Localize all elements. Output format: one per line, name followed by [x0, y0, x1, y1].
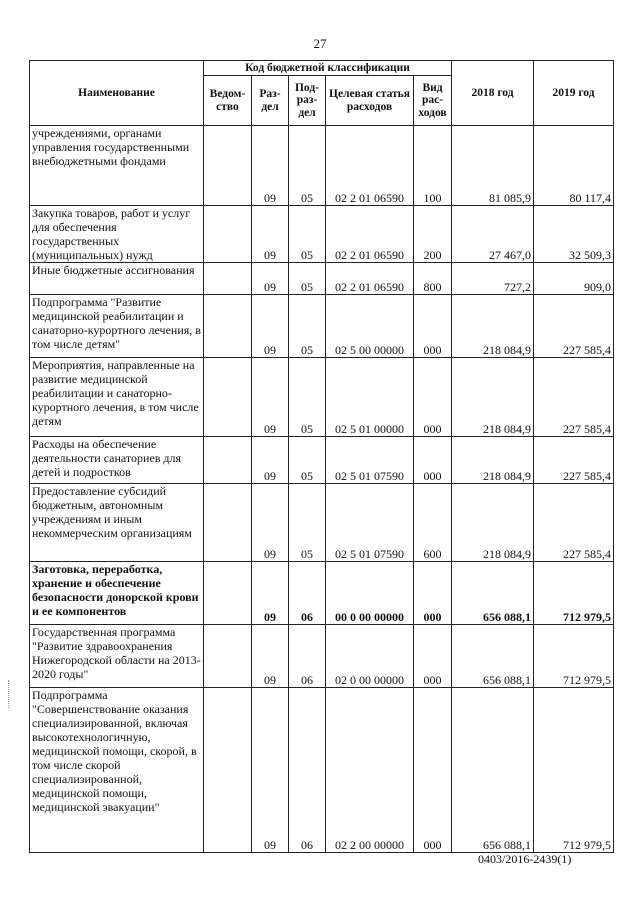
row-razdel: 09: [252, 484, 289, 562]
row-name: Расходы на обеспечение деятельности санаториев для детей и подростков: [30, 437, 204, 484]
row-name: учреждениями, органами управления государственными внебюджетными фондами: [30, 126, 204, 206]
row-podrazdel: 06: [289, 625, 326, 688]
row-2019: 32 509,3: [534, 206, 614, 263]
row-vedomstvo: [204, 126, 252, 206]
margin-mark: [8, 680, 10, 708]
table-row: [30, 206, 614, 263]
row-podrazdel: 05: [289, 263, 326, 295]
row-2019: 712 979,5: [534, 562, 614, 625]
row-vedomstvo: [204, 295, 252, 358]
row-vid: 600: [414, 484, 452, 562]
row-2019: 227 585,4: [534, 437, 614, 484]
row-target: 02 2 01 06590: [326, 206, 414, 263]
row-podrazdel: 05: [289, 484, 326, 562]
row-2019: 909,0: [534, 263, 614, 295]
header-vid: Вид рас-ходов: [414, 76, 452, 126]
row-podrazdel: 06: [289, 562, 326, 625]
row-vid: 000: [414, 295, 452, 358]
header-2019: 2019 год: [534, 61, 614, 126]
row-vedomstvo: [204, 562, 252, 625]
row-vid: 000: [414, 688, 452, 853]
row-name: Заготовка, переработка, хранение и обеспечение безопасности донорской крови и ее компонентов: [30, 562, 204, 625]
table-row: [30, 358, 614, 437]
row-razdel: 09: [252, 206, 289, 263]
table-row: [30, 484, 614, 562]
header-2018: 2018 год: [452, 61, 534, 126]
row-2019: 712 979,5: [534, 688, 614, 853]
table-body: [30, 126, 614, 853]
table-row: [30, 437, 614, 484]
row-2018: 656 088,1: [452, 625, 534, 688]
row-2019: 712 979,5: [534, 625, 614, 688]
row-vid: 000: [414, 562, 452, 625]
row-podrazdel: 05: [289, 358, 326, 437]
row-name: Подпрограмма "Совершенствование оказания специализированной, включая высокотехнологичную, медицинской помощи, скорой, в том числе скорой специализированной, медицинской помощи, медицинской эвакуации": [30, 688, 204, 853]
row-razdel: 09: [252, 625, 289, 688]
row-name: Подпрограмма "Развитие медицинской реабилитации и санаторно-курортного лечения, в том числе детям": [30, 295, 204, 358]
table-row: [30, 688, 614, 853]
row-target: 02 5 01 07590: [326, 437, 414, 484]
row-vedomstvo: [204, 437, 252, 484]
row-2018: 656 088,1: [452, 562, 534, 625]
header-budget-code-group: Код бюджетной классификации: [204, 61, 452, 76]
row-vid: 000: [414, 358, 452, 437]
row-name: Иные бюджетные ассигнования: [30, 263, 204, 295]
row-target: 02 2 01 06590: [326, 263, 414, 295]
row-2019: 80 117,4: [534, 126, 614, 206]
row-razdel: 09: [252, 126, 289, 206]
row-razdel: 09: [252, 688, 289, 853]
row-2018: 81 085,9: [452, 126, 534, 206]
row-2019: 227 585,4: [534, 295, 614, 358]
row-2018: 27 467,0: [452, 206, 534, 263]
header-row-1: [30, 61, 614, 76]
header-target: Целевая статья расходов: [326, 76, 414, 126]
row-name: Закупка товаров, работ и услуг для обеспечения государственных (муниципальных) нужд: [30, 206, 204, 263]
row-vid: 000: [414, 437, 452, 484]
row-target: 02 5 00 00000: [326, 295, 414, 358]
header-podrazdel: Под-раз-дел: [289, 76, 326, 126]
row-vedomstvo: [204, 206, 252, 263]
row-podrazdel: 05: [289, 437, 326, 484]
row-target: 00 0 00 00000: [326, 562, 414, 625]
table-row: [30, 625, 614, 688]
row-vid: 800: [414, 263, 452, 295]
document-code: 0403/2016-2439(1): [478, 852, 572, 866]
budget-table: [29, 60, 614, 853]
table-row: [30, 126, 614, 206]
row-razdel: 09: [252, 562, 289, 625]
row-podrazdel: 05: [289, 295, 326, 358]
row-2018: 656 088,1: [452, 688, 534, 853]
row-razdel: 09: [252, 295, 289, 358]
row-2019: 227 585,4: [534, 358, 614, 437]
row-razdel: 09: [252, 437, 289, 484]
table-row: [30, 562, 614, 625]
row-vid: 100: [414, 126, 452, 206]
row-target: 02 5 01 00000: [326, 358, 414, 437]
row-podrazdel: 05: [289, 206, 326, 263]
row-2018: 218 084,9: [452, 437, 534, 484]
table-row: [30, 263, 614, 295]
row-vedomstvo: [204, 263, 252, 295]
row-2019: 227 585,4: [534, 484, 614, 562]
row-target: 02 2 01 06590: [326, 126, 414, 206]
page-number: 27: [313, 36, 327, 51]
row-2018: 218 084,9: [452, 484, 534, 562]
row-2018: 218 084,9: [452, 295, 534, 358]
header-name: Наименование: [30, 61, 204, 126]
table-row: [30, 295, 614, 358]
row-name: Мероприятия, направленные на развитие медицинской реабилитации и санаторно-курортного лечения, в том числе детям: [30, 358, 204, 437]
row-vedomstvo: [204, 688, 252, 853]
row-vedomstvo: [204, 625, 252, 688]
row-razdel: 09: [252, 263, 289, 295]
row-vedomstvo: [204, 484, 252, 562]
row-name: Государственная программа "Развитие здравоохранения Нижегородской области на 2013-2020 годы": [30, 625, 204, 688]
row-podrazdel: 05: [289, 126, 326, 206]
row-razdel: 09: [252, 358, 289, 437]
row-target: 02 2 00 00000: [326, 688, 414, 853]
header-vedomstvo: Ведом-ство: [204, 76, 252, 126]
row-target: 02 5 01 07590: [326, 484, 414, 562]
header-razdel: Раз-дел: [252, 76, 289, 126]
row-vedomstvo: [204, 358, 252, 437]
row-target: 02 0 00 00000: [326, 625, 414, 688]
row-vid: 000: [414, 625, 452, 688]
row-name: Предоставление субсидий бюджетным, автономным учреждениям и иным некоммерческим организациям: [30, 484, 204, 562]
row-vid: 200: [414, 206, 452, 263]
row-2018: 727,2: [452, 263, 534, 295]
row-2018: 218 084,9: [452, 358, 534, 437]
row-podrazdel: 06: [289, 688, 326, 853]
